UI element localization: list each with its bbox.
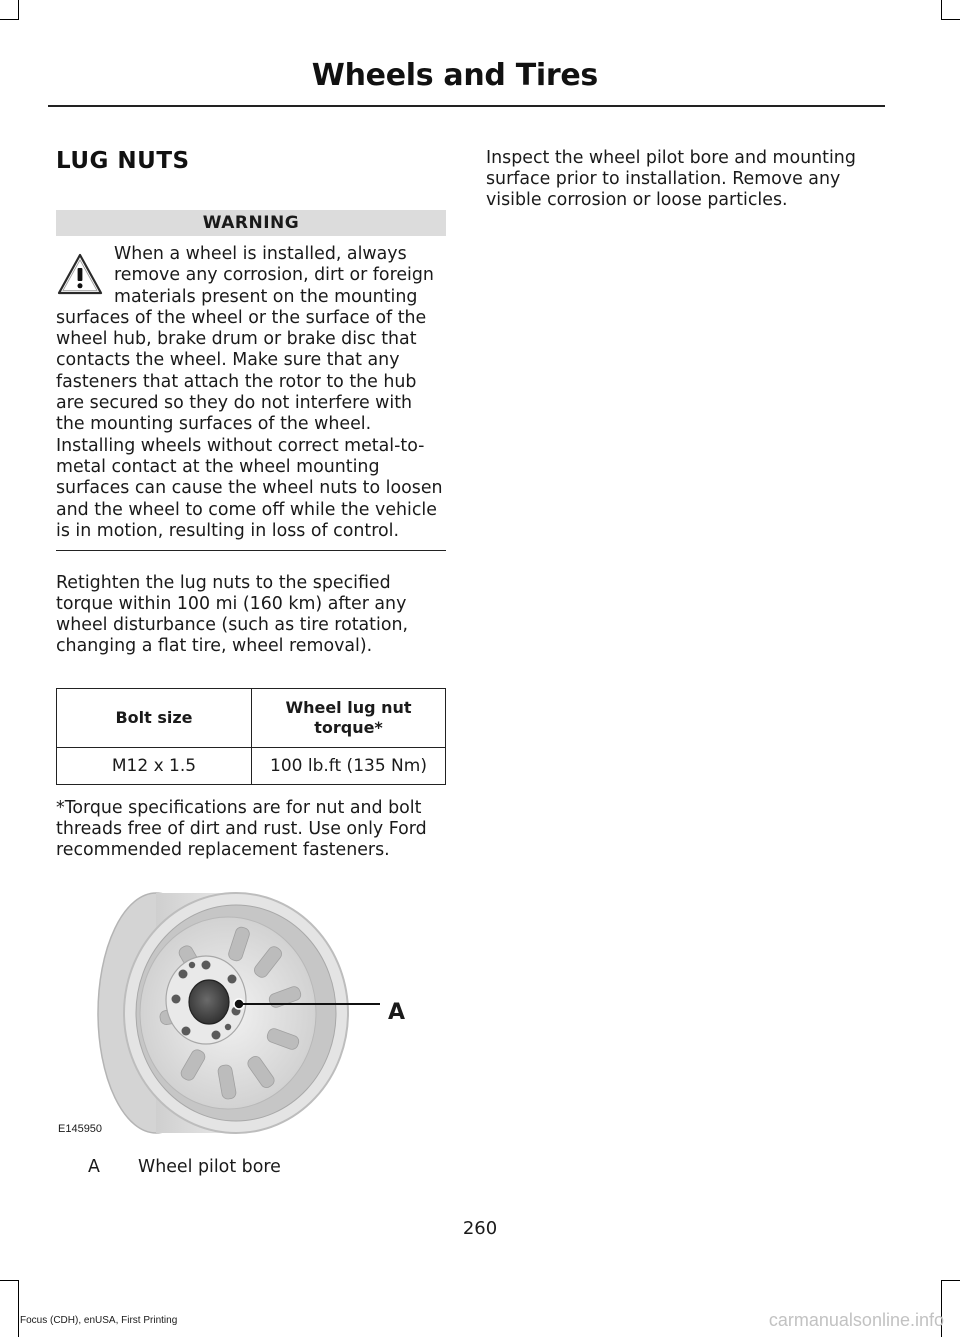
crop-mark bbox=[0, 1280, 18, 1281]
crop-mark bbox=[18, 0, 19, 20]
table-header-torque: Wheel lug nut torque* bbox=[252, 689, 446, 748]
section-title: LUG NUTS bbox=[56, 148, 190, 174]
crop-mark bbox=[942, 1280, 960, 1281]
figure-legend bbox=[56, 1157, 446, 1177]
callout-label-a: A bbox=[388, 1000, 406, 1026]
left-column bbox=[56, 148, 446, 1177]
header-divider bbox=[48, 105, 885, 107]
table-header-row bbox=[57, 689, 446, 748]
warning-text: When a wheel is installed, always remove any corrosion, dirt or foreign materials present on the mounting surfaces of the wheel or the surface of the wheel hub, brake drum or brake disc that contacts the wheel. Make sure that any fasteners that attach the rotor to the hub are secured so they do not interfere with the mounting surfaces of the wheel. Installing wheels without correct metal-to-metal contact at the wheel mounting surfaces can cause the wheel nuts to loosen and the wheel to come off while the vehicle is in motion, resulting in loss of control. bbox=[56, 244, 443, 541]
inspect-paragraph: Inspect the wheel pilot bore and mounting surface prior to installation. Remove any visible corrosion or loose particles. bbox=[486, 148, 856, 210]
torque-footnote: *Torque specifications are for nut and bolt threads free of dirt and rust. Use only Ford recommended replacement fasteners. bbox=[56, 798, 427, 861]
page-header-title: Wheels and Tires bbox=[311, 58, 598, 93]
figure-code: E145950 bbox=[58, 1123, 103, 1136]
crop-mark bbox=[0, 19, 18, 20]
watermark: carmanualsonline.info bbox=[768, 1310, 944, 1330]
footer-text: Focus (CDH), enUSA, First Printing bbox=[20, 1315, 178, 1326]
crop-mark bbox=[942, 19, 960, 20]
legend-label: Wheel pilot bore bbox=[138, 1157, 281, 1178]
right-column bbox=[486, 148, 884, 211]
page-number: 260 bbox=[462, 1218, 498, 1239]
table-header-bolt-size: Bolt size bbox=[57, 689, 252, 748]
table-cell-bolt-size: M12 x 1.5 bbox=[57, 748, 252, 785]
warning-body bbox=[56, 244, 446, 551]
crop-mark bbox=[18, 1280, 19, 1337]
warning-box bbox=[56, 210, 446, 551]
crop-mark bbox=[941, 0, 942, 20]
torque-table bbox=[56, 688, 446, 785]
retighten-paragraph: Retighten the lug nuts to the specified torque within 100 mi (160 km) after any wheel disturbance (such as tire rotation, changing a flat tire, wheel removal). bbox=[56, 573, 409, 657]
warning-label: WARNING bbox=[56, 210, 446, 236]
wheel-illustration bbox=[56, 883, 446, 1143]
warning-triangle-icon bbox=[56, 252, 104, 296]
legend-key: A bbox=[88, 1157, 100, 1178]
table-row bbox=[57, 748, 446, 785]
table-cell-torque: 100 lb.ft (135 Nm) bbox=[252, 748, 446, 785]
